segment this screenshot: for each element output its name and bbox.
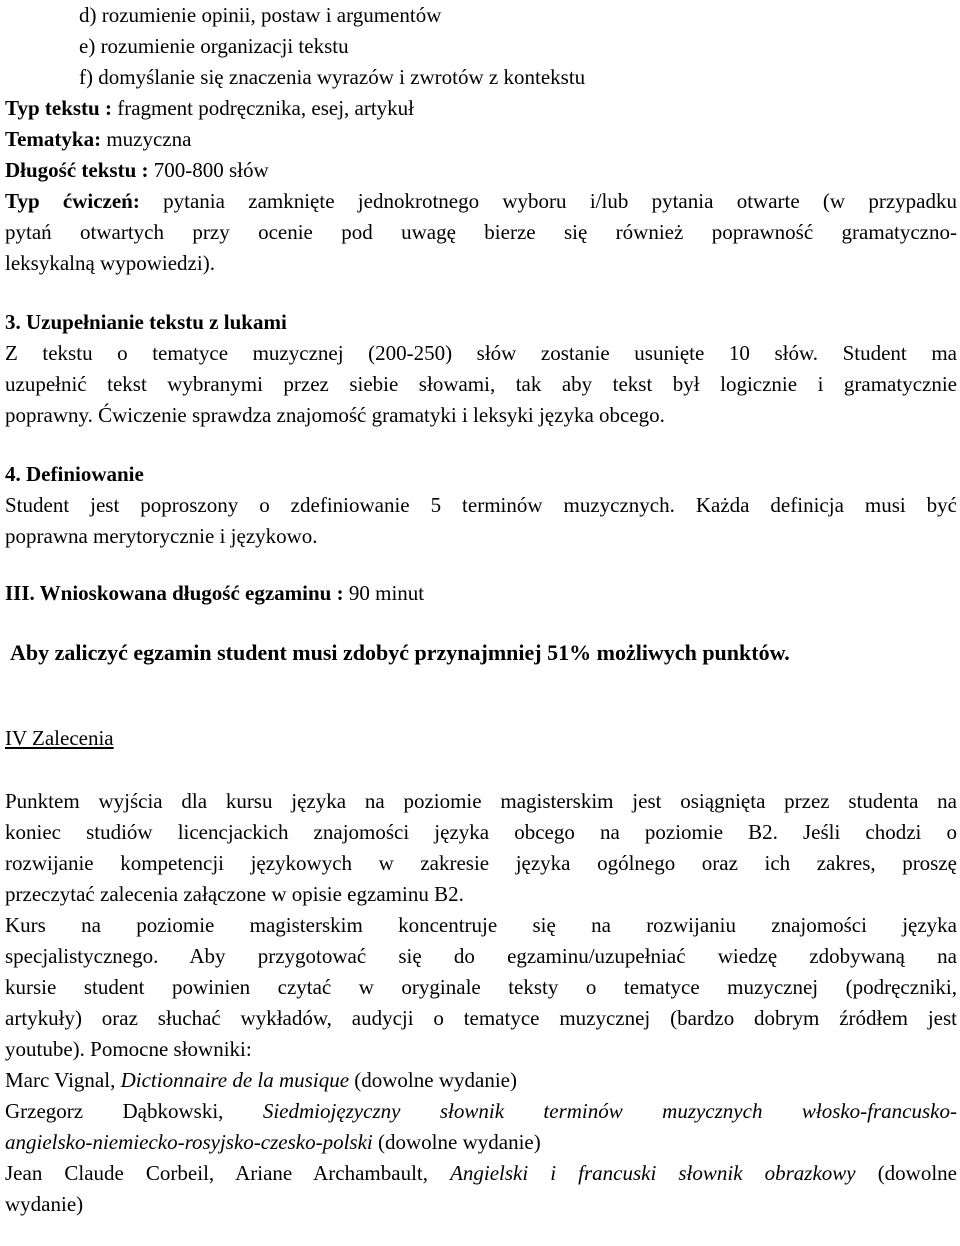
section-4-heading: 4. Definiowanie	[5, 462, 144, 486]
exercise-type-line: pytań otwartych przy ocenie pod uwagę bierze się również poprawność gramatyczno-	[5, 220, 957, 244]
section-3-line: poprawny. Ćwiczenie sprawdza znajomość gramatyki i leksyki języka obcego.	[5, 403, 665, 427]
length-label: Długość tekstu :	[5, 158, 149, 182]
list-item: f) domyślanie się znaczenia wyrazów i zwrotów z kontekstu	[79, 65, 586, 89]
topic-row	[5, 124, 957, 155]
section-3-heading: 3. Uzupełnianie tekstu z lukami	[5, 310, 287, 334]
exam-duration-row	[5, 578, 957, 609]
exercise-type-line	[5, 186, 957, 217]
dictionary-note: (dowolne wydanie)	[372, 1130, 541, 1154]
spacer	[5, 431, 957, 459]
dictionary-entry	[5, 1158, 957, 1189]
dictionary-note: (dowolne	[855, 1161, 958, 1185]
topic-value: muzyczna	[106, 127, 192, 151]
recommendation-line: Punktem wyjścia dla kursu języka na poziomie magisterskim jest osiągnięta przez studenta na	[5, 789, 957, 813]
dictionary-author: Marc Vignal,	[5, 1068, 121, 1092]
recommendation-line: przeczytać zalecenia załączone w opisie egzaminu B2.	[5, 882, 464, 906]
section-iv-heading: IV Zalecenia	[5, 726, 114, 750]
dictionary-title: Dictionnaire de la musique	[120, 1068, 350, 1092]
recommendation-line: rozwijanie kompetencji językowych w zakresie języka ogólnego oraz ich zakres, proszę	[5, 851, 957, 875]
exercise-type-text: pytania zamknięte jednokrotnego wyboru i/lub pytania otwarte (w przypadku	[163, 189, 958, 213]
section-4-line: poprawna merytorycznie i językowo.	[5, 524, 318, 548]
dictionary-title: Siedmiojęzyczny słownik terminów muzycznych włosko-francusko-	[262, 1099, 957, 1123]
spacer	[5, 668, 957, 723]
exam-duration-value: 90 minut	[348, 581, 425, 605]
text-type-value: fragment podręcznika, esej, artykuł	[117, 96, 415, 120]
length-row	[5, 155, 957, 186]
text-type-row	[5, 93, 957, 124]
length-value: 700-800 słów	[153, 158, 269, 182]
dictionary-author: Jean Claude Corbeil, Ariane Archambault,	[5, 1161, 451, 1185]
spacer	[5, 552, 957, 578]
spacer	[5, 754, 957, 786]
spacer	[5, 279, 957, 307]
list-item: e) rozumienie organizacji tekstu	[79, 34, 349, 58]
exam-duration-label: III. Wnioskowana długość egzaminu :	[5, 581, 344, 605]
text-type-label: Typ tekstu :	[5, 96, 112, 120]
section-4-line: Student jest poproszony o zdefiniowanie 5 terminów muzycznych. Każda definicja musi być	[5, 493, 957, 517]
recommendation-line: youtube). Pomocne słowniki:	[5, 1037, 252, 1061]
recommendation-line: koniec studiów licencjackich znajomości języka obcego na poziomie B2. Jeśli chodzi o	[5, 820, 957, 844]
list-item: d) rozumienie opinii, postaw i argumentów	[79, 3, 442, 27]
dictionary-title: angielsko-niemiecko-rosyjsko-czesko-polski	[5, 1130, 373, 1154]
recommendation-line: kursie student powinien czytać w oryginale teksty o tematyce muzycznej (podręczniki,	[5, 975, 957, 999]
recommendation-line: specjalistycznego. Aby przygotować się do egzaminu/uzupełniać wiedzę zdobywaną na	[5, 944, 957, 968]
pass-requirement: Aby zaliczyć egzamin student musi zdobyć przynajmniej 51% możliwych punktów.	[10, 640, 790, 665]
spacer	[5, 609, 957, 637]
dictionary-entry	[5, 1096, 957, 1127]
dictionary-title: Angielski i francuski słownik obrazkowy	[450, 1161, 856, 1185]
section-3-line: Z tekstu o tematyce muzycznej (200-250) słów zostanie usunięte 10 słów. Student ma	[5, 341, 957, 365]
document-page	[5, 0, 957, 1220]
recommendation-line: Kurs na poziomie magisterskim koncentruje się na rozwijaniu znajomości języka	[5, 913, 957, 937]
recommendation-line: artykuły) oraz słuchać wykładów, audycji o tematyce muzycznej (bardzo dobrym źródłem jest	[5, 1006, 957, 1030]
dictionary-note: (dowolne wydanie)	[349, 1068, 517, 1092]
dictionary-entry-cont: wydanie)	[5, 1192, 84, 1216]
dictionary-author: Grzegorz Dąbkowski,	[5, 1099, 263, 1123]
exercise-type-line: leksykalną wypowiedzi).	[5, 251, 215, 275]
dictionary-entry	[5, 1065, 957, 1096]
dictionary-entry-cont	[5, 1127, 957, 1158]
topic-label: Tematyka:	[5, 127, 102, 151]
section-3-line: uzupełnić tekst wybranymi przez siebie słowami, tak aby tekst był logicznie i gramatycznie	[5, 372, 957, 396]
exercise-type-label: Typ ćwiczeń:	[5, 189, 140, 213]
